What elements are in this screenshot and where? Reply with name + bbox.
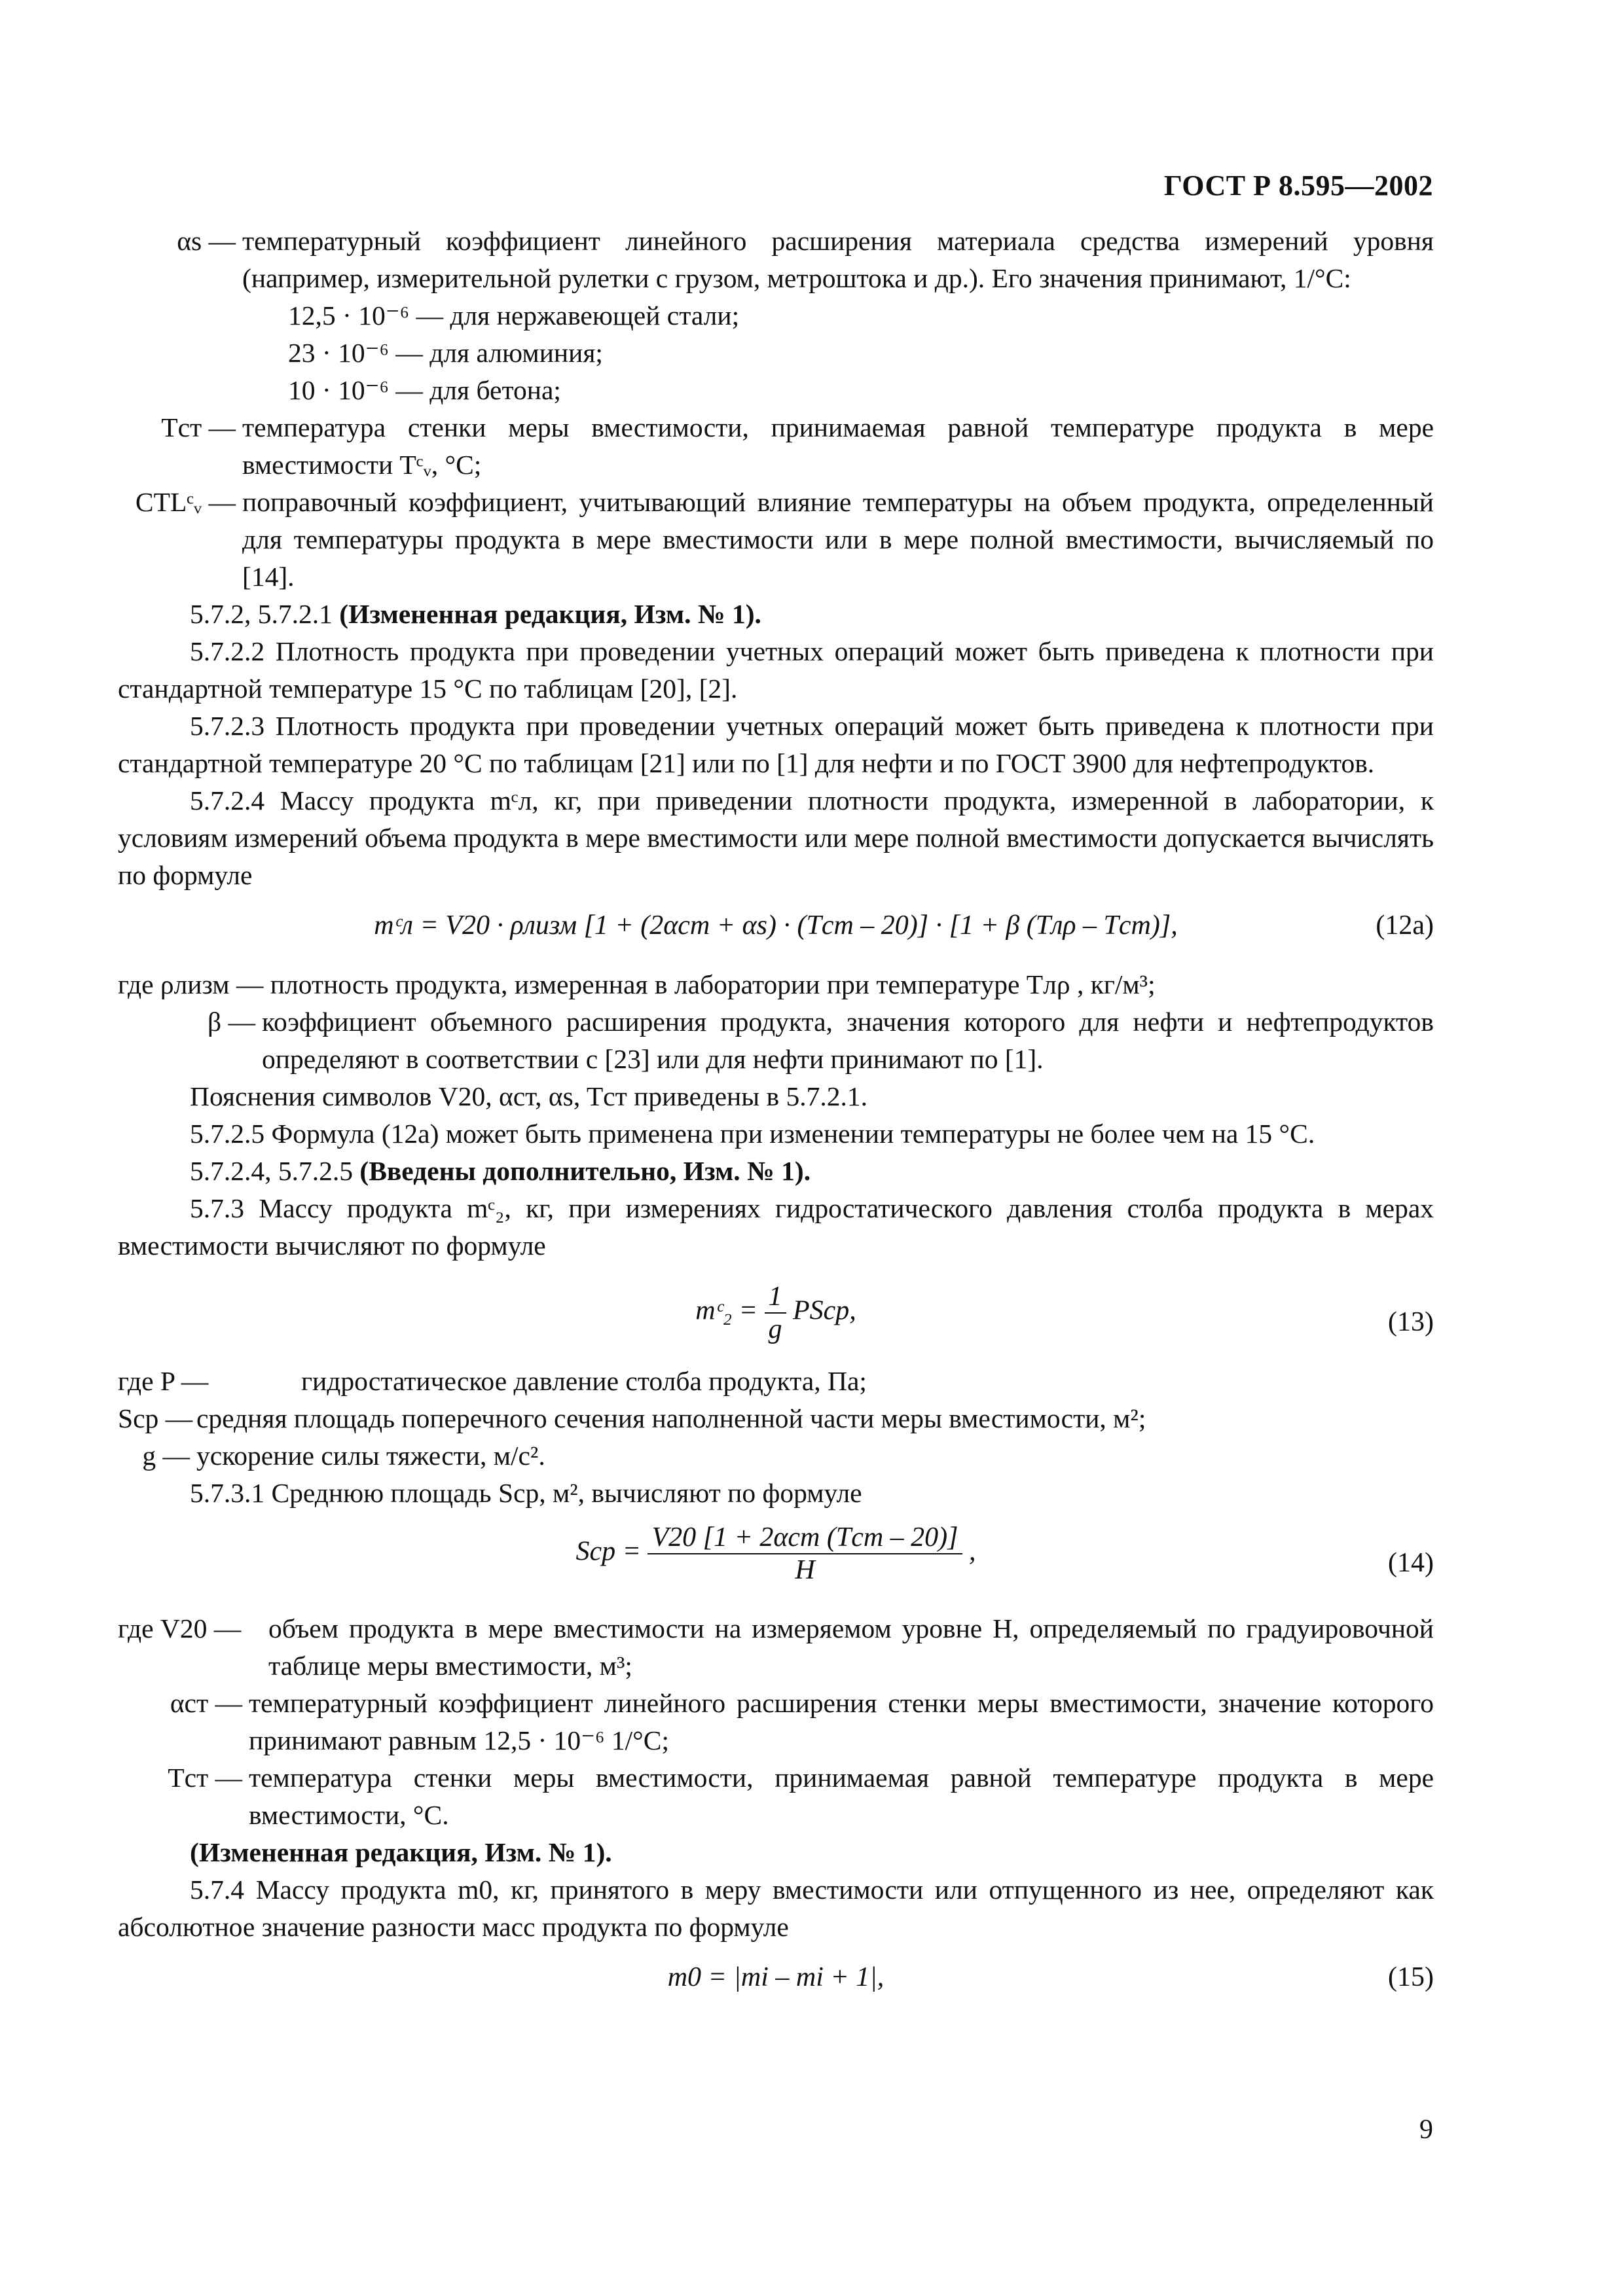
formula-15 [118,1946,1434,2018]
value-line: 23 · 10⁻⁶ — для алюминия; [288,338,603,368]
definition-symbol: где P — [118,1366,209,1396]
formula-12a-expression: mᶜл = V20 · ρлизм [1 + (2αст + αs) · (Tст – 20)] · [1 + β (Tлρ – Tст)], [374,910,1178,941]
definition-g [118,1437,1434,1475]
definition-symbol: β — [208,1007,255,1037]
definition-text: температура стенки меры вместимости, принимаемая равной температуре продукта в мере вместимости, °С. [249,1763,1434,1830]
definition-t-st [118,409,1434,484]
clause-5-7-2-3: 5.7.2.3 Плотность продукта при проведении учетных операций может быть приведена к плотности при стандартной температуре 20 °С по таблицам [21] или по [1] для нефти и по ГОСТ 3900 для нефтепродуктов. [118,711,1434,778]
amendment-note [118,1153,1434,1190]
formula-12a [118,894,1434,966]
formula-14-expression [118,1522,1434,1586]
definition-text: поправочный коэффициент, учитывающий влияние температуры на объем продукта, определенный для температуры продукта в мере вместимости или в мере полной вместимости, вычисляемый по [14]. [242,487,1434,592]
formula-14-left: Sср = [575,1536,641,1567]
definition-symbol: αст — [170,1688,242,1718]
definition-alpha-s [118,223,1434,297]
definition-text: температурный коэффициент линейного расширения стенки меры вместимости, значение которого принимают равным 12,5 · 10⁻⁶ 1/°С; [249,1688,1434,1755]
clause-5-7-2-2: 5.7.2.2 Плотность продукта при проведении учетных операций может быть приведена к плотности при стандартной температуре 15 °С по таблицам [20], [2]. [118,636,1434,704]
formula-14-comma: , [969,1536,976,1567]
document-header: ГОСТ Р 8.595—2002 [1163,170,1433,202]
amendment-bold: (Введены дополнительно, Изм. № 1). [359,1156,811,1186]
value-line: 12,5 · 10⁻⁶ — для нержавеющей стали; [288,300,740,331]
definition-symbol: g — [142,1441,190,1471]
definition-beta [118,1003,1434,1078]
page-number: 9 [1419,2115,1433,2145]
formula-12a-number: (12а) [1376,910,1434,941]
definition-symbol: αs — [177,226,236,256]
definition-t-st-2 [118,1759,1434,1834]
definition-symbol: где V20 — [118,1613,242,1643]
amendment-bold: (Измененная редакция, Изм. № 1). [339,599,761,629]
formula-13-fraction [765,1281,786,1345]
clause-5-7-4: 5.7.4 Массу продукта m0, кг, принятого в меру вместимости или отпущенного из нее, определяют как абсолютное значение разности масс продукта по формуле [118,1874,1434,1942]
definition-symbol: Sср — [118,1403,193,1433]
symbols-explanation: Пояснения символов V20, αст, αs, Tст приведены в 5.7.2.1. [190,1081,867,1111]
fraction-denominator: g [768,1314,782,1344]
definition-v20 [118,1610,1434,1685]
definition-ctl [118,484,1434,596]
clause-ref: 5.7.2.4, 5.7.2.5 [190,1156,353,1186]
formula-15-expression: m0 = |mi – mi + 1|, [667,1962,884,1992]
clause-ref: 5.7.2, 5.7.2.1 [190,599,333,629]
clause-5-7-3: 5.7.3 Массу продукта mᶜ₂, кг, при измерениях гидростатического давления столба продукта в мерах вместимости вычисляют по формуле [118,1193,1434,1261]
clause-5-7-2-4: 5.7.2.4 Массу продукта mᶜл, кг, при приведении плотности продукта, измеренной в лаборатории, к условиям измерений объема продукта в мере вместимости или мере полной вместимости допускается вычислять по формуле [118,785,1434,890]
clause-5-7-3-1: 5.7.3.1 Среднюю площадь Sср, м², вычисляют по формуле [190,1478,862,1508]
formula-13-left: mᶜ₂ = [695,1295,757,1326]
definition-text: коэффициент объемного расширения продукта, значения которого для нефти и нефтепродуктов определяют в соответствии с [23] или для нефти принимают по [1]. [262,1007,1434,1074]
value-line: 10 · 10⁻⁶ — для бетона; [288,375,561,405]
definition-symbol: CTLᶜᵥ — [135,487,236,517]
formula-14-fraction [647,1522,962,1586]
formula-13 [118,1265,1434,1363]
definition-text: ускорение силы тяжести, м/с². [196,1441,545,1471]
definition-text: температурный коэффициент линейного расширения материала средства измерений уровня (например, измерительной рулетки с грузом, метроштока и др.). Его значения принимают, 1/°С: [242,226,1434,293]
definition-symbol: Tст — [161,412,236,442]
where-rho: где ρлизм — плотность продукта, измеренная в лаборатории при температуре Tлρ , кг/м³; [118,969,1156,999]
definition-text: температура стенки меры вместимости, принимаемая равной температуре продукта в мере вместимости Tᶜᵥ, °С; [242,412,1434,480]
fraction-numerator: 1 [765,1281,786,1314]
formula-13-number: (13) [1388,1307,1434,1337]
page-body [118,223,1434,2018]
formula-15-number: (15) [1388,1962,1434,1992]
amendment-note [118,596,1434,633]
definition-p [118,1363,1434,1400]
formula-13-expression [118,1281,1434,1345]
formula-14-number: (14) [1388,1548,1434,1578]
fraction-numerator: V20 [1 + 2αст (Tст – 20)] [647,1522,962,1554]
definition-text: объем продукта в мере вместимости на измеряемом уровне H, определяемый по градуировочной таблице меры вместимости, м³; [268,1613,1434,1681]
formula-14 [118,1512,1434,1610]
definition-alpha-st [118,1685,1434,1759]
fraction-denominator: H [795,1555,815,1585]
clause-5-7-2-5: 5.7.2.5 Формула (12а) может быть применена при изменении температуры не более чем на 15 °С. [190,1119,1315,1149]
definition-s-sr [118,1400,1434,1437]
definition-text: средняя площадь поперечного сечения наполненной части меры вместимости, м²; [196,1403,1146,1433]
definition-text: гидростатическое давление столба продукта, Па; [301,1366,867,1396]
formula-13-right: PSср, [793,1295,856,1326]
definition-symbol: Tст — [168,1763,242,1793]
amendment-note: (Измененная редакция, Изм. № 1). [190,1837,612,1867]
